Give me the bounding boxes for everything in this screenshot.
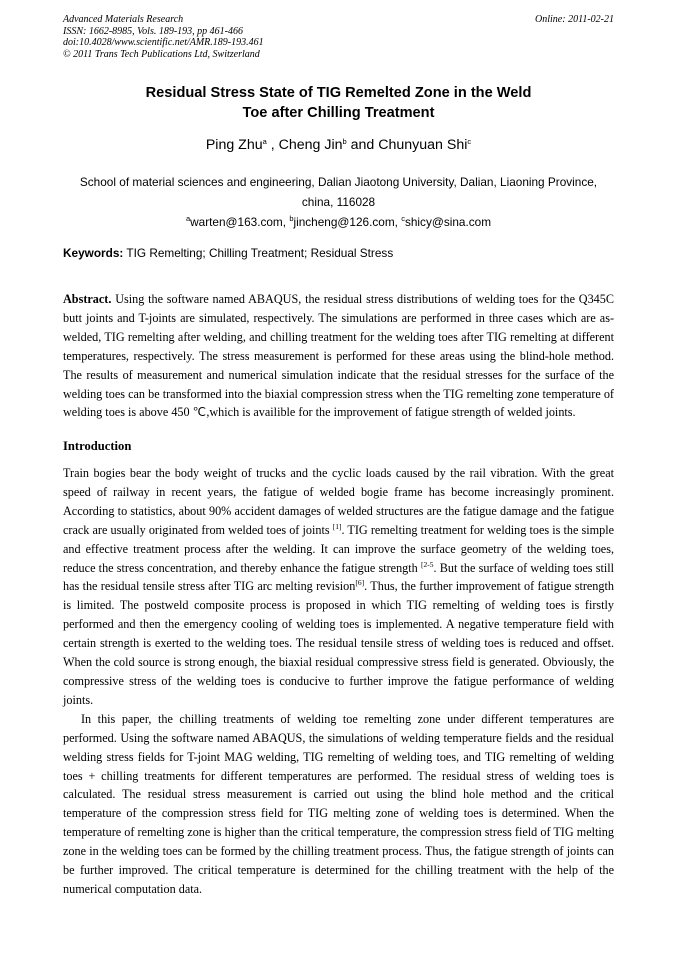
author-affil-mark: c — [467, 137, 472, 146]
author-name: Cheng Jin — [278, 137, 343, 153]
email-mark: c — [401, 214, 405, 223]
journal-name: Advanced Materials Research — [63, 14, 184, 25]
paper-title — [63, 83, 614, 123]
email-address: warten@163.com, — [190, 215, 290, 229]
email-mark: b — [289, 214, 294, 223]
email-address: jincheng@126.com, — [293, 215, 402, 229]
issn-line: ISSN: 1662-8985, Vols. 189-193, pp 461-466 — [63, 25, 243, 37]
introduction-body — [63, 464, 614, 899]
author-name: Ping Zhu — [205, 137, 263, 153]
section-heading: Introduction — [63, 439, 132, 453]
email-address: shicy@sina.com — [404, 215, 492, 229]
email-mark: a — [185, 214, 191, 223]
doi-line: doi:10.4028/www.scientific.net/AMR.189-193.461 — [63, 37, 264, 48]
online-date: Online: 2011-02-21 — [535, 14, 614, 25]
intro-text: . TIG remelting treatment for welding toes is the simple and effective treatment process after the welding. It can improve the surface geometry of the welding toes, reduce the stress concentration, and thereby enhance the fatigue strength — [63, 522, 614, 575]
intro-paragraph-1 — [63, 464, 614, 710]
title-line-2: Toe after Chilling Treatment — [242, 105, 435, 121]
affiliation: School of material sciences and engineering, Dalian Jiaotong University, Dalian, Liaoning Province, china, 116028 — [79, 175, 598, 209]
intro-paragraph-2: In this paper, the chilling treatments of welding toe remelting zone under different temperatures are performed. Using the software named ABAQUS, the simulations of welding temperature fields and the residual welding stress fields for T-joint MAG welding, TIG remelting of welding toes, and TIG remelting of welding toes + chilling treatments for different temperatures are performed. The residual stress of welding toes is calculated. The residual stress measurement is carried out using the blind hole method and the critical temperature of the compression stress field for TIG melting zone of welding toes is determined. When the temperature of remelting zone is higher than the critical temperature, the compression stress field of TIG melting zone in the welding toes can be formed by the chilling treatment process. Thus, the fatigue strength of joints can be further improved. The critical temperature is determined for the chilling treatment with the help of the numerical computation data. — [63, 711, 614, 896]
author-emails — [63, 214, 614, 230]
keywords-label: Keywords: — [63, 246, 124, 260]
author-separator: and — [346, 137, 379, 153]
intro-text: Train bogies bear the body weight of trucks and the cyclic loads caused by the rail vibration. With the great speed of railway in recent years, the fatigue of welded bogie frame has become increasingly prominent. According to statistics, about 90% accident damages of welded structures are the fatigue damage and the fatigue crack are usually originated from welded toes of joints — [63, 466, 614, 537]
citation: [1] — [332, 521, 342, 531]
author-affil-mark: b — [342, 137, 347, 146]
keywords-line — [63, 245, 614, 261]
citation: [2-5 — [420, 559, 434, 569]
author-affil-mark: a — [262, 137, 267, 146]
abstract-label: Abstract. — [63, 292, 112, 306]
citation: [6] — [355, 578, 365, 588]
intro-text: . Thus, the further improvement of fatigue strength is limited. The postweld composite process is proposed in which TIG remelting of welding toes is firstly performed and then the emergency cooling of welding toes is implemented. A negative temperature field with certain strength is exerted to the welding toes. The residual tensile stress of welding toes is reduced and offset. When the cold source is strong enough, the biaxial residual compressive stress field is generated. Obviously, the compressive stress of the welding toes is conducive to further improve the fatigue performance of welding joints. — [63, 579, 614, 707]
keywords-text: TIG Remelting; Chilling Treatment; Residual Stress — [123, 246, 394, 260]
journal-header — [63, 14, 614, 60]
copyright-line: © 2011 Trans Tech Publications Ltd, Switzerland — [63, 48, 260, 60]
abstract-paragraph — [63, 290, 614, 422]
author-list — [63, 136, 614, 154]
intro-text: . But the surface of welding toes still has the residual tensile stress after TIG arc melting revision — [63, 560, 614, 594]
author-separator: , — [266, 137, 279, 153]
author-name: Chunyuan Shi — [378, 137, 468, 153]
abstract-text: Using the software named ABAQUS, the residual stress distributions of welding toes for the Q345C butt joints and T-joints are simulated, respectively. The simulations are performed in three cases which are as-welded, TIG remelting after welding, and chilling treatment for the welding toes after TIG remelting at different temperatures, respectively. The stress measurement is performed for these areas using the blind-hole method. The results of measurement and numerical simulation indicate that the residual stresses for the surface of the welding toes can be transformed into the biaxial compression stress when the TIG remelting zone temperature of welding toes is above 450 ℃,which is availible for the improvement of fatigue strength of welded joints. — [63, 292, 614, 420]
title-line-1: Residual Stress State of TIG Remelted Zone in the Weld — [145, 85, 532, 101]
